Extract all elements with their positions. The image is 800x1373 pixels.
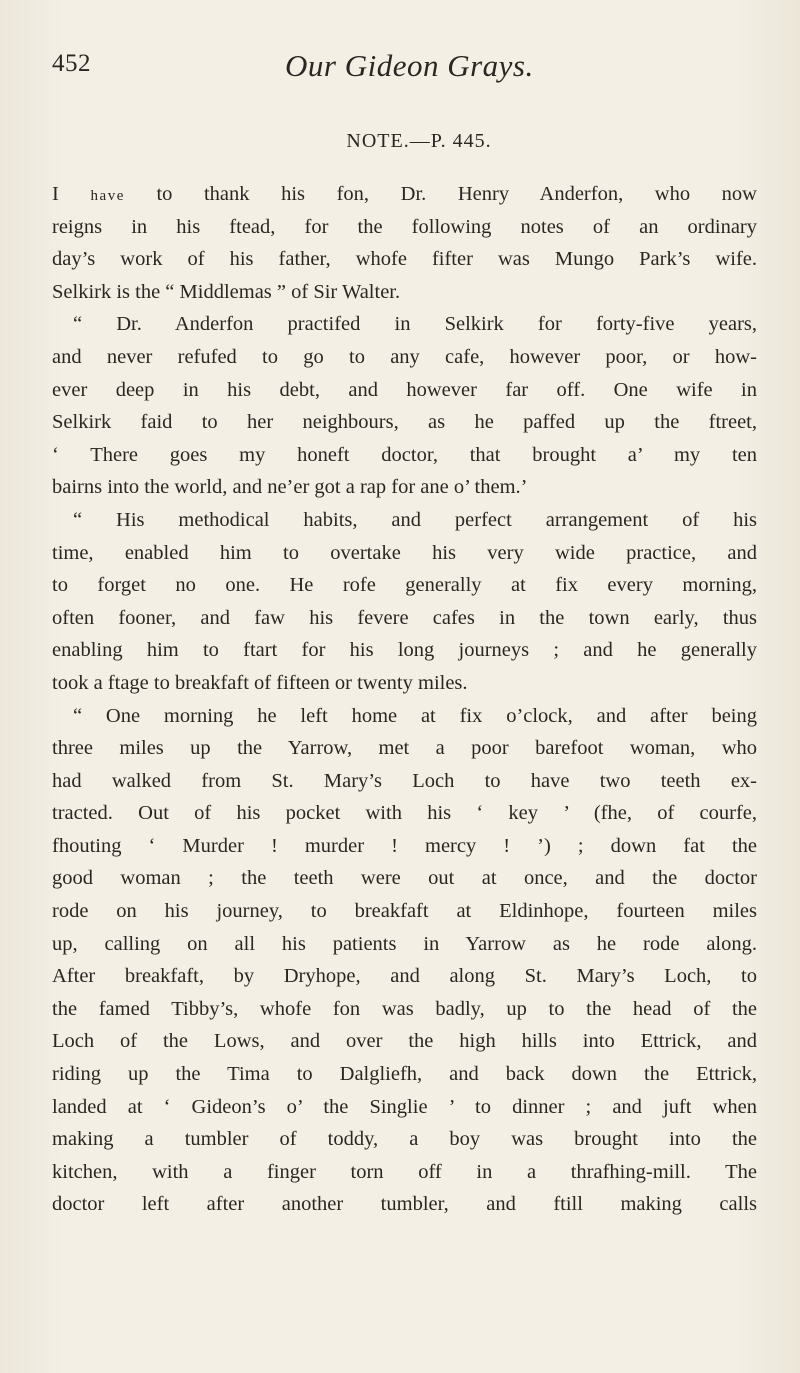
running-title: Our Gideon Grays. <box>285 48 534 83</box>
text-line: up, calling on all his patients in Yarrow as he rode along. <box>52 932 757 955</box>
text-line: ever deep in his debt, and however far off. One wife in <box>52 378 757 401</box>
text-line: often fooner, and faw his fevere cafes in the town early, thus <box>52 606 757 629</box>
text-line: Selkirk faid to her neighbours, as he paffed up the ftreet, <box>52 411 757 434</box>
text-line: time, enabled him to overtake his very wide practice, and <box>52 541 757 564</box>
text-line: After breakfaft, by Dryhope, and along St. Mary’s Loch, to <box>52 965 757 988</box>
text-line: to forget no one. He rofe generally at fix every morning, <box>52 574 757 597</box>
note-body <box>52 178 757 1221</box>
text-line: had walked from St. Mary’s Loch to have two teeth ex- <box>52 769 757 792</box>
text-line: “ His methodical habits, and perfect arrangement of his <box>73 508 757 531</box>
text-line: rode on his journey, to breakfaft at Eldinhope, fourteen miles <box>52 900 757 923</box>
text-line: tracted. Out of his pocket with his ‘ key ’ (fhe, of courfe, <box>52 802 757 825</box>
text-line: landed at ‘ Gideon’s o’ the Singlie ’ to dinner ; and juft when <box>52 1095 757 1118</box>
text-line: doctor left after another tumbler, and ftill making calls <box>52 1193 757 1216</box>
text-line: reigns in his ftead, for the following notes of an ordinary <box>52 215 757 238</box>
text-line: took a ftage to breakfaft of fifteen or twenty miles. <box>52 671 468 694</box>
text-line: day’s work of his father, whofe fifter was Mungo Park’s wife. <box>52 248 757 271</box>
text-line: bairns into the world, and ne’er got a rap for ane o’ them.’ <box>52 476 528 499</box>
text-line: riding up the Tima to Dalgliefh, and back down the Ettrick, <box>52 1063 757 1086</box>
text-line: kitchen, with a finger torn off in a thrafhing-mill. The <box>52 1160 757 1183</box>
text-line: fhouting ‘ Murder ! murder ! mercy ! ’) ; down fat the <box>52 834 757 857</box>
text-line: and never refufed to go to any cafe, however poor, or how- <box>52 345 757 368</box>
text-line: Loch of the Lows, and over the high hills into Ettrick, and <box>52 1030 757 1053</box>
text-line <box>52 178 757 211</box>
text-line: ‘ There goes my honeft doctor, that brought a’ my ten <box>52 443 757 466</box>
text-line: Selkirk is the “ Middlemas ” of Sir Walter. <box>52 280 401 303</box>
text-line: “ Dr. Anderfon practifed in Selkirk for forty-five years, <box>73 313 757 336</box>
note-heading: NOTE.—P. 445. <box>346 130 492 152</box>
page-number: 452 <box>52 50 91 77</box>
drop-letter: I <box>52 183 59 205</box>
text-line: three miles up the Yarrow, met a poor barefoot woman, who <box>52 737 757 760</box>
running-head <box>52 50 752 90</box>
line-text: to thank his fon, Dr. Henry Anderfon, who now <box>124 183 757 205</box>
text-line: “ One morning he left home at fix o’clock, and after being <box>73 704 757 727</box>
text-line: good woman ; the teeth were out at once, and the doctor <box>52 867 757 890</box>
text-line: enabling him to ftart for his long journeys ; and he generally <box>52 639 757 662</box>
text-line: the famed Tibby’s, whofe fon was badly, up to the head of the <box>52 997 757 1020</box>
smallcaps-word: have <box>58 188 125 204</box>
text-line: making a tumbler of toddy, a boy was brought into the <box>52 1128 757 1151</box>
